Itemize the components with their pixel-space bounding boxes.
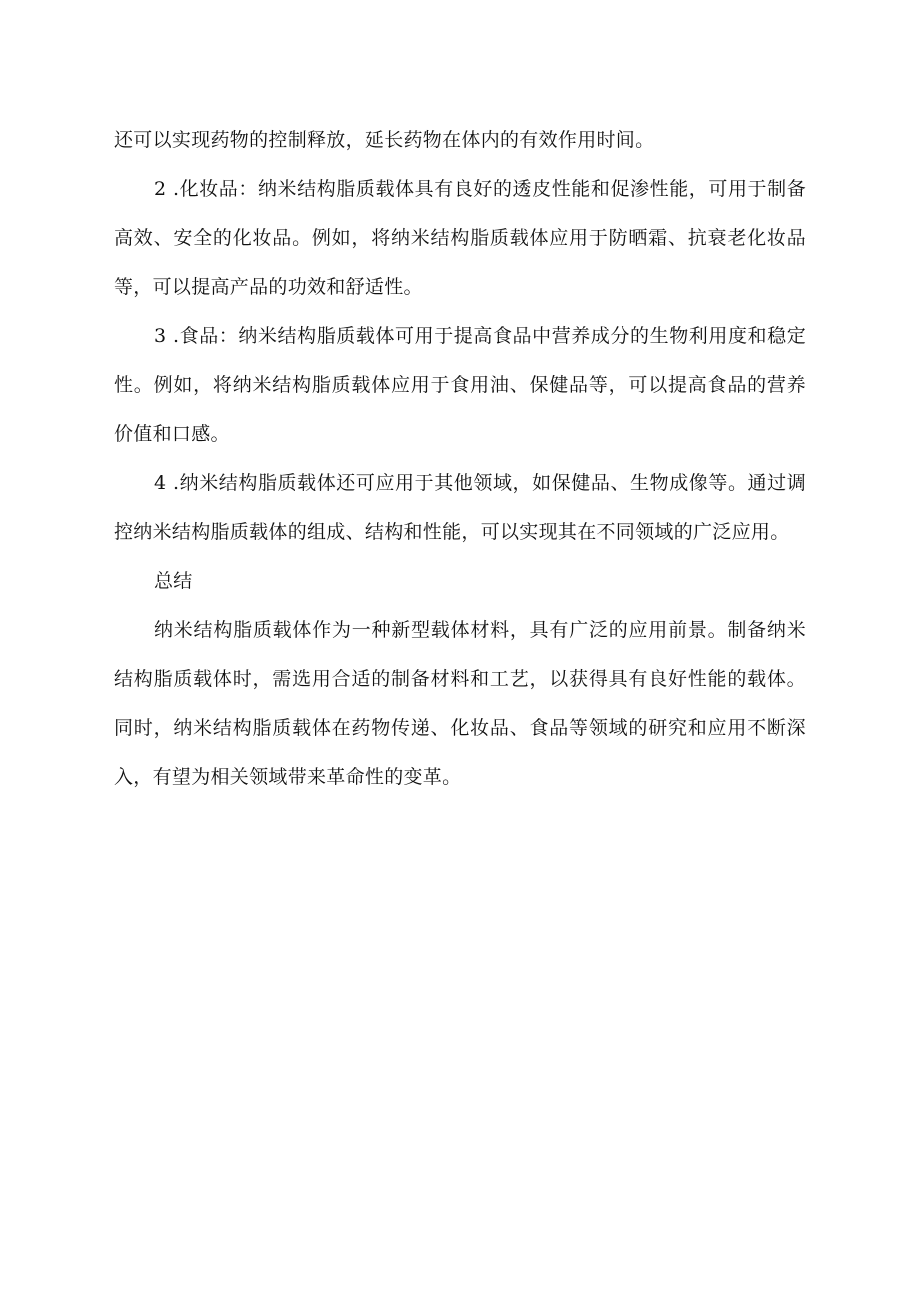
paragraph-continuation: 还可以实现药物的控制释放，延长药物在体内的有效作用时间。 [114, 129, 655, 151]
paragraph-cosmetics: 2 .化妆品：纳米结构脂质载体具有良好的透皮性能和促渗性能，可用于制备高效、安全的化妆品。例如，将纳米结构脂质载体应用于防晒霜、抗衰老化妆品等，可以提高产品的功效和舒适性。 [114, 178, 806, 298]
paragraph-other-fields: 4 .纳米结构脂质载体还可应用于其他领域，如保健品、生物成像等。通过调控纳米结构脂质载体的组成、结构和性能，可以实现其在不同领域的广泛应用。 [114, 472, 806, 543]
paragraph-summary: 纳米结构脂质载体作为一种新型载体材料，具有广泛的应用前景。制备纳米结构脂质载体时，需选用合适的制备材料和工艺，以获得具有良好性能的载体。同时，纳米结构脂质载体在药物传递、化妆品、食品等领域的研究和应用不断深入，有望为相关领域带来革命性的变革。 [114, 619, 806, 788]
paragraph-food: 3 .食品：纳米结构脂质载体可用于提高食品中营养成分的生物利用度和稳定性。例如，将纳米结构脂质载体应用于食用油、保健品等，可以提高食品的营养价值和口感。 [114, 325, 806, 445]
section-heading-summary: 总结 [154, 570, 193, 592]
